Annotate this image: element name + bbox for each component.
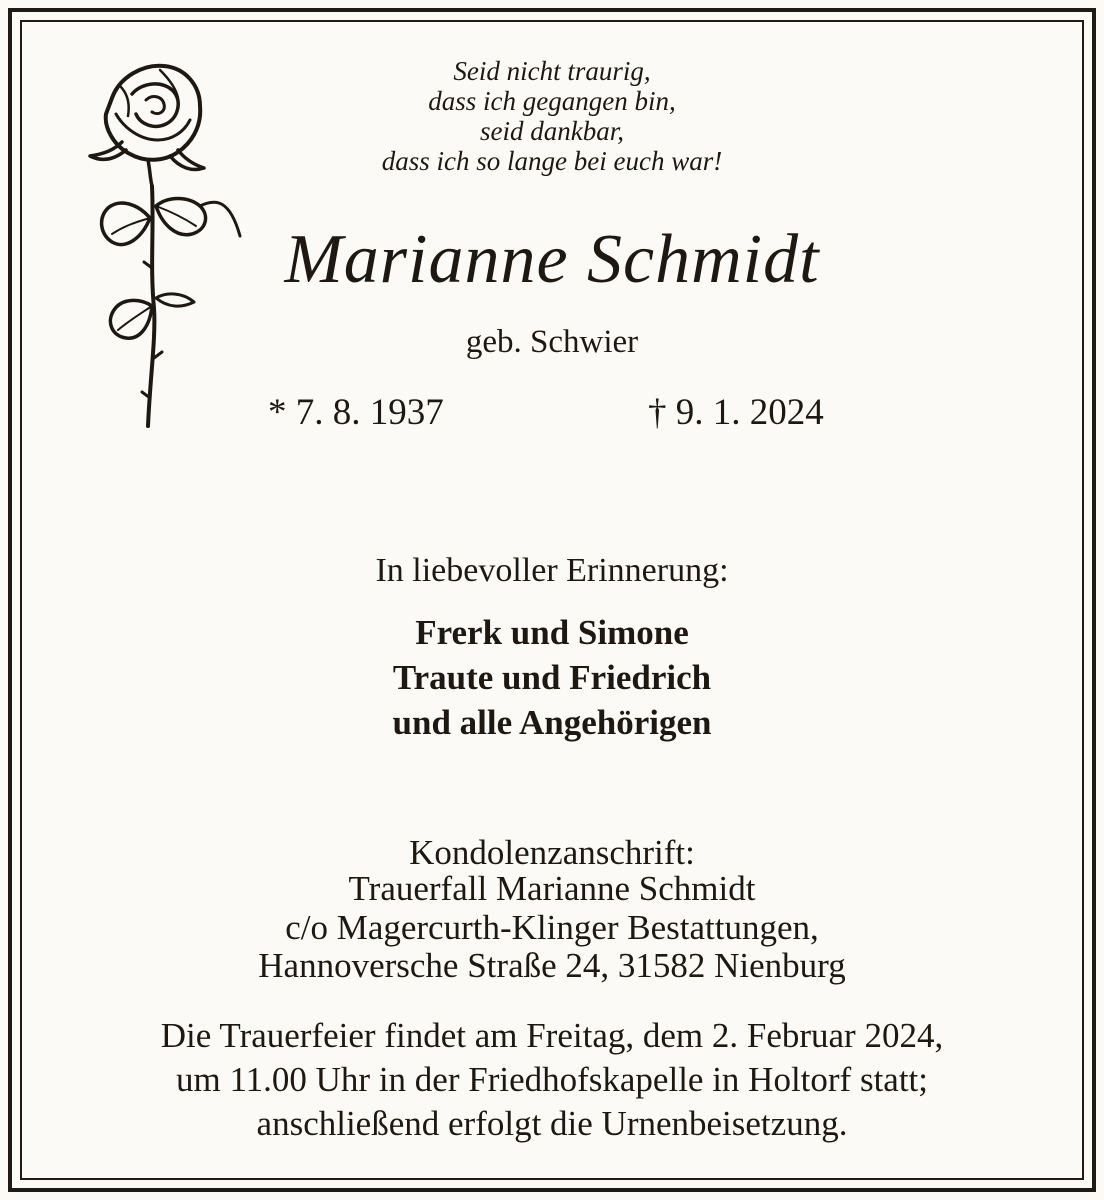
remembrance-heading: In liebevoller Erinnerung: [375, 552, 729, 589]
mourner-line: und alle Angehörigen [392, 703, 712, 742]
verse-line: dass ich gegangen bin, [428, 86, 676, 116]
condolence-line: Trauerfall Marianne Schmidt [348, 869, 756, 908]
funeral-line: Die Trauerfeier findet am Freitag, dem 2. Februar 2024, [160, 1016, 944, 1055]
mourner-line: Frerk und Simone [415, 613, 689, 652]
death-date: † 9. 1. 2024 [648, 392, 824, 433]
condolence-line: c/o Magercurth-Klinger Bestattungen, [285, 908, 819, 947]
condolence-line: Kondolenzanschrift: [409, 833, 695, 872]
birth-date: * 7. 8. 1937 [268, 392, 444, 433]
condolence-line: Hannoversche Straße 24, 31582 Nienburg [258, 946, 846, 985]
birth-name: geb. Schwier [465, 324, 639, 360]
deceased-name: Marianne Schmidt [284, 221, 820, 298]
verse-line: Seid nicht traurig, [453, 56, 651, 86]
verse-line: dass ich so lange bei euch war! [381, 146, 723, 176]
verse-line: seid dankbar, [480, 116, 624, 146]
funeral-line: um 11.00 Uhr in der Friedhofskapelle in Holtorf statt; [175, 1060, 929, 1099]
mourner-line: Traute und Friedrich [392, 658, 712, 697]
funeral-line: anschließend erfolgt die Urnenbeisetzung. [256, 1104, 848, 1143]
